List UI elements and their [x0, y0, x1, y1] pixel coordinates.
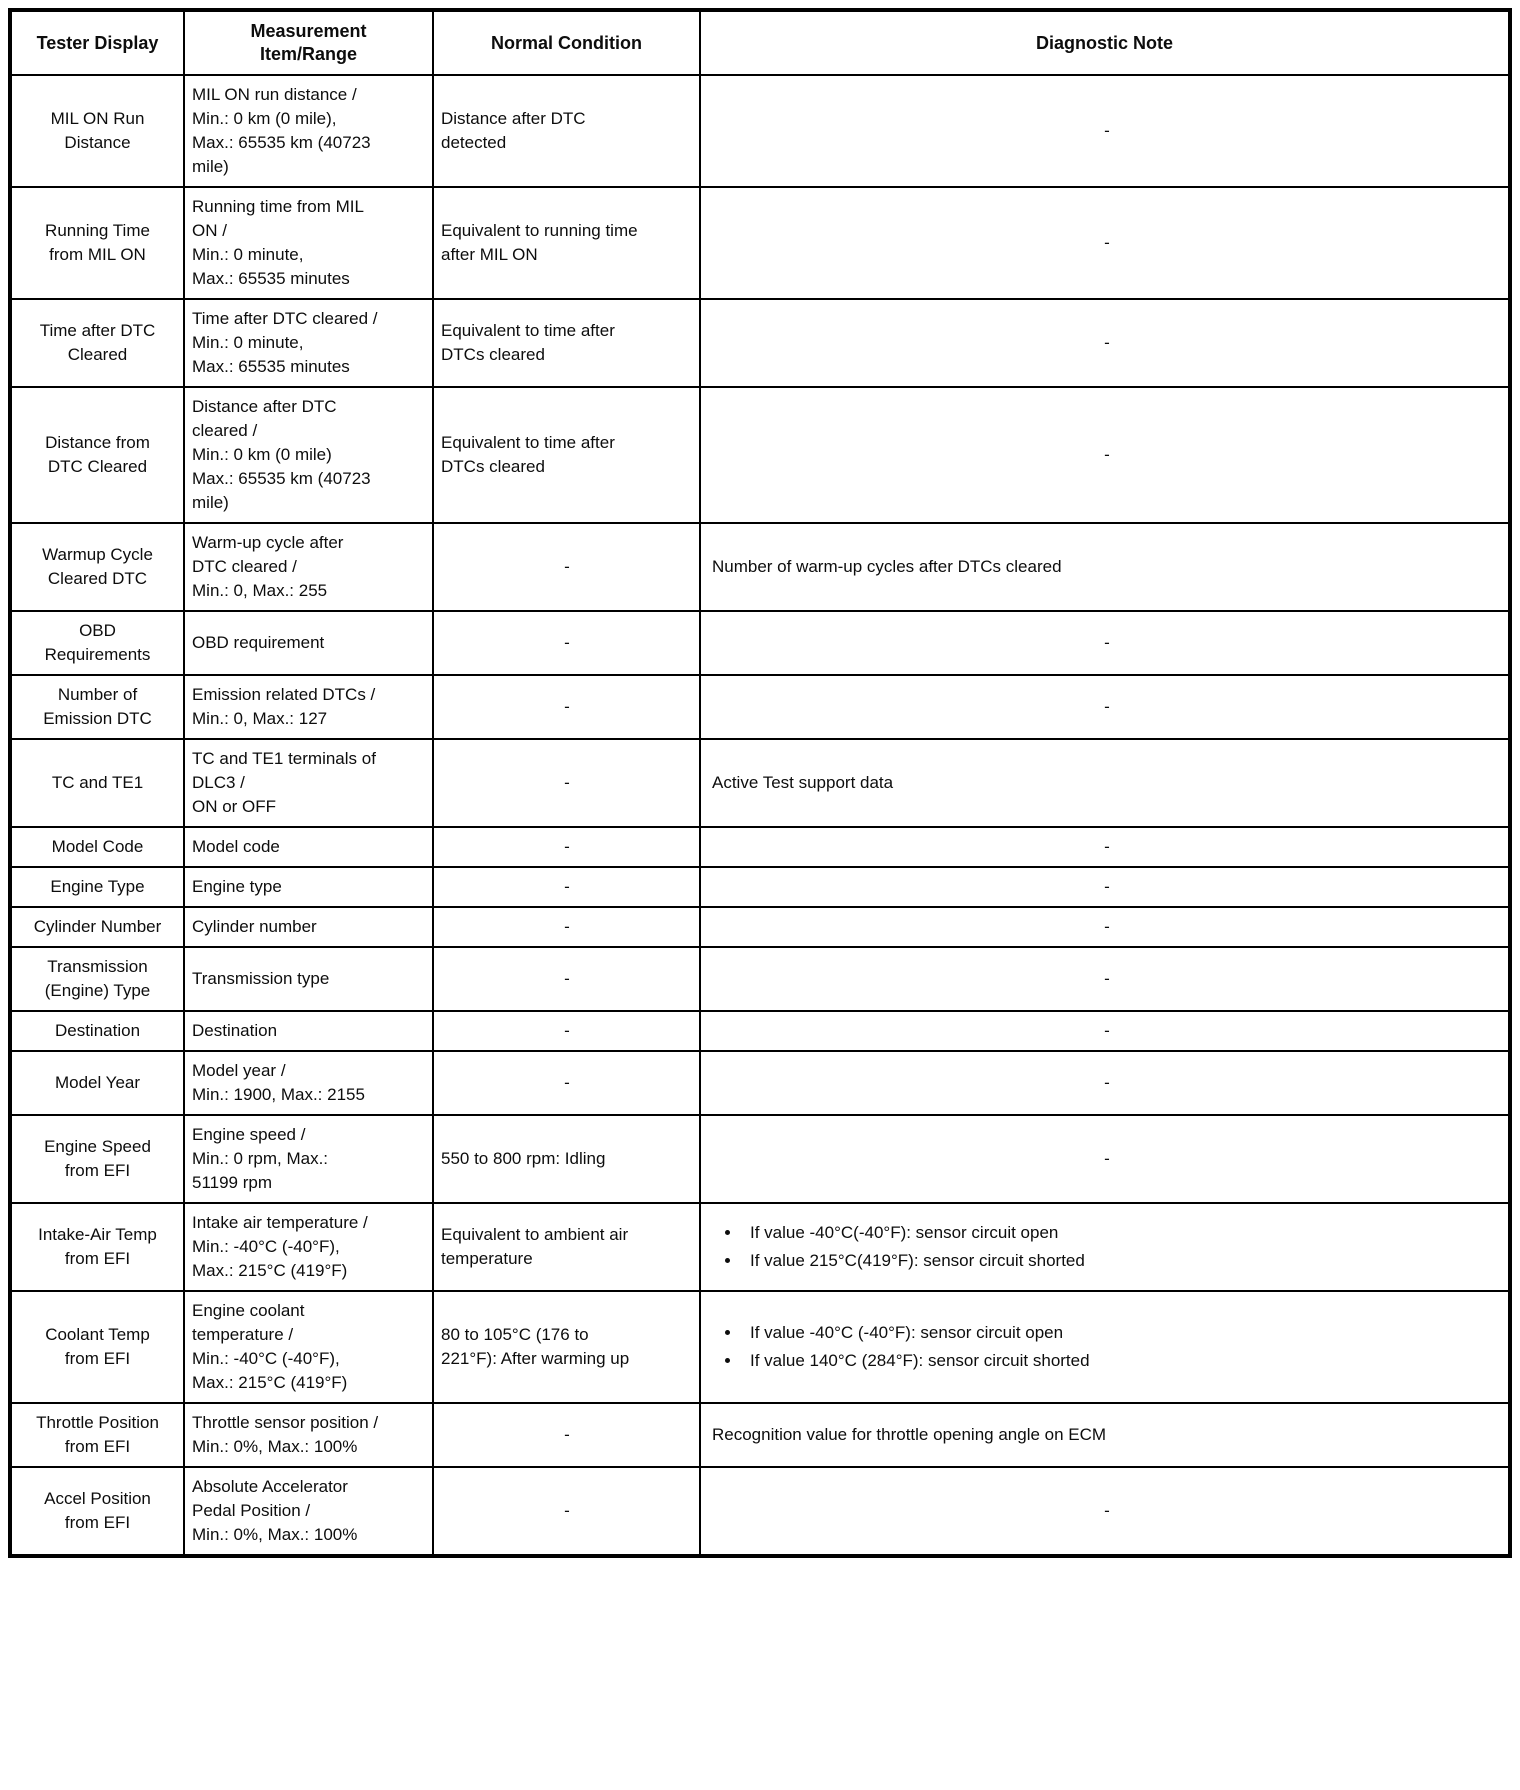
measurement-item-cell: Engine speed / Min.: 0 rpm, Max.: 51199 rpm: [184, 1115, 433, 1203]
column-header-3: Diagnostic Note: [700, 10, 1510, 75]
table-row: [10, 1011, 1510, 1051]
measurement-item-cell: OBD requirement: [184, 611, 433, 675]
diagnostic-note-cell: -: [700, 867, 1510, 907]
tester-display-cell: Throttle Position from EFI: [10, 1403, 184, 1467]
bullet-list: [712, 1221, 1502, 1273]
tester-display-cell: Destination: [10, 1011, 184, 1051]
tester-display-cell: Cylinder Number: [10, 907, 184, 947]
diagnostic-note-cell: Active Test support data: [700, 739, 1510, 827]
table-row: [10, 523, 1510, 611]
table-row: [10, 947, 1510, 1011]
tester-display-cell: OBD Requirements: [10, 611, 184, 675]
normal-condition-cell: Distance after DTC detected: [433, 75, 700, 187]
tester-display-cell: TC and TE1: [10, 739, 184, 827]
normal-condition-cell: -: [433, 827, 700, 867]
normal-condition-cell: -: [433, 867, 700, 907]
measurement-item-cell: Warm-up cycle after DTC cleared / Min.: 0, Max.: 255: [184, 523, 433, 611]
measurement-item-cell: Intake air temperature / Min.: -40°C (-40°F), Max.: 215°C (419°F): [184, 1203, 433, 1291]
tester-display-cell: Running Time from MIL ON: [10, 187, 184, 299]
normal-condition-cell: -: [433, 611, 700, 675]
normal-condition-cell: -: [433, 1011, 700, 1051]
measurement-item-cell: Engine coolant temperature / Min.: -40°C (-40°F), Max.: 215°C (419°F): [184, 1291, 433, 1403]
table-row: [10, 1291, 1510, 1403]
table-row: [10, 827, 1510, 867]
normal-condition-cell: -: [433, 523, 700, 611]
bullet-item: • If value 215°C(419°F): sensor circuit shorted: [742, 1249, 1502, 1273]
table-body: [10, 75, 1510, 1556]
table-row: [10, 907, 1510, 947]
normal-condition-cell: Equivalent to time after DTCs cleared: [433, 299, 700, 387]
tester-display-cell: Model Code: [10, 827, 184, 867]
diagnostic-note-cell: -: [700, 907, 1510, 947]
header-row: [10, 10, 1510, 75]
normal-condition-cell: -: [433, 739, 700, 827]
table-row: [10, 867, 1510, 907]
measurement-item-cell: Absolute Accelerator Pedal Position / Min.: 0%, Max.: 100%: [184, 1467, 433, 1556]
table-row: [10, 1403, 1510, 1467]
diagnostic-note-cell: -: [700, 827, 1510, 867]
tester-display-cell: Distance from DTC Cleared: [10, 387, 184, 523]
diagnostic-note-cell: -: [700, 187, 1510, 299]
measurement-item-cell: Emission related DTCs / Min.: 0, Max.: 127: [184, 675, 433, 739]
tester-display-cell: Model Year: [10, 1051, 184, 1115]
normal-condition-cell: 80 to 105°C (176 to 221°F): After warming up: [433, 1291, 700, 1403]
diagnostic-note-cell: [700, 1203, 1510, 1291]
tester-display-cell: Intake-Air Temp from EFI: [10, 1203, 184, 1291]
diagnostic-note-cell: [700, 1291, 1510, 1403]
measurement-item-cell: Destination: [184, 1011, 433, 1051]
measurement-item-cell: Engine type: [184, 867, 433, 907]
measurement-item-cell: MIL ON run distance / Min.: 0 km (0 mile), Max.: 65535 km (40723 mile): [184, 75, 433, 187]
table-row: [10, 299, 1510, 387]
diagnostic-note-cell: -: [700, 675, 1510, 739]
table-row: [10, 75, 1510, 187]
diagnostic-note-cell: -: [700, 387, 1510, 523]
measurement-item-cell: Model code: [184, 827, 433, 867]
tester-display-cell: Engine Type: [10, 867, 184, 907]
diagnostic-note-cell: Number of warm-up cycles after DTCs cleared: [700, 523, 1510, 611]
measurement-item-cell: Distance after DTC cleared / Min.: 0 km (0 mile) Max.: 65535 km (40723 mile): [184, 387, 433, 523]
table-row: [10, 1203, 1510, 1291]
tester-display-cell: MIL ON Run Distance: [10, 75, 184, 187]
measurement-item-cell: Model year / Min.: 1900, Max.: 2155: [184, 1051, 433, 1115]
table-header: [10, 10, 1510, 75]
tester-display-cell: Accel Position from EFI: [10, 1467, 184, 1556]
bullet-item: • If value -40°C (-40°F): sensor circuit open: [742, 1321, 1502, 1345]
normal-condition-cell: Equivalent to ambient air temperature: [433, 1203, 700, 1291]
normal-condition-cell: -: [433, 1051, 700, 1115]
tester-display-cell: Time after DTC Cleared: [10, 299, 184, 387]
column-header-0: Tester Display: [10, 10, 184, 75]
diagnostic-note-cell: -: [700, 1051, 1510, 1115]
normal-condition-cell: -: [433, 947, 700, 1011]
bullet-item: • If value 140°C (284°F): sensor circuit shorted: [742, 1349, 1502, 1373]
tester-display-cell: Number of Emission DTC: [10, 675, 184, 739]
diagnostic-note-cell: -: [700, 299, 1510, 387]
diagnostic-note-cell: -: [700, 1115, 1510, 1203]
table-row: [10, 187, 1510, 299]
bullet-item: • If value -40°C(-40°F): sensor circuit open: [742, 1221, 1502, 1245]
tester-display-cell: Transmission (Engine) Type: [10, 947, 184, 1011]
diagnostic-note-cell: Recognition value for throttle opening angle on ECM: [700, 1403, 1510, 1467]
diagnostic-note-cell: -: [700, 611, 1510, 675]
normal-condition-cell: Equivalent to running time after MIL ON: [433, 187, 700, 299]
tester-display-cell: Coolant Temp from EFI: [10, 1291, 184, 1403]
table-row: [10, 675, 1510, 739]
measurement-item-cell: Time after DTC cleared / Min.: 0 minute, Max.: 65535 minutes: [184, 299, 433, 387]
diagnostic-note-cell: -: [700, 947, 1510, 1011]
normal-condition-cell: -: [433, 1403, 700, 1467]
diagnostic-data-table: [8, 8, 1512, 1558]
table-row: [10, 1051, 1510, 1115]
measurement-item-cell: TC and TE1 terminals of DLC3 / ON or OFF: [184, 739, 433, 827]
table-row: [10, 1115, 1510, 1203]
measurement-item-cell: Running time from MIL ON / Min.: 0 minute, Max.: 65535 minutes: [184, 187, 433, 299]
normal-condition-cell: -: [433, 1467, 700, 1556]
normal-condition-cell: -: [433, 675, 700, 739]
normal-condition-cell: 550 to 800 rpm: Idling: [433, 1115, 700, 1203]
normal-condition-cell: -: [433, 907, 700, 947]
measurement-item-cell: Transmission type: [184, 947, 433, 1011]
table-row: [10, 1467, 1510, 1556]
column-header-2: Normal Condition: [433, 10, 700, 75]
measurement-item-cell: Throttle sensor position / Min.: 0%, Max.: 100%: [184, 1403, 433, 1467]
table-row: [10, 611, 1510, 675]
table-row: [10, 387, 1510, 523]
normal-condition-cell: Equivalent to time after DTCs cleared: [433, 387, 700, 523]
diagnostic-note-cell: -: [700, 1467, 1510, 1556]
bullet-list: [712, 1321, 1502, 1373]
column-header-1: Measurement Item/Range: [184, 10, 433, 75]
tester-display-cell: Warmup Cycle Cleared DTC: [10, 523, 184, 611]
tester-display-cell: Engine Speed from EFI: [10, 1115, 184, 1203]
diagnostic-note-cell: -: [700, 75, 1510, 187]
measurement-item-cell: Cylinder number: [184, 907, 433, 947]
diagnostic-note-cell: -: [700, 1011, 1510, 1051]
table-row: [10, 739, 1510, 827]
